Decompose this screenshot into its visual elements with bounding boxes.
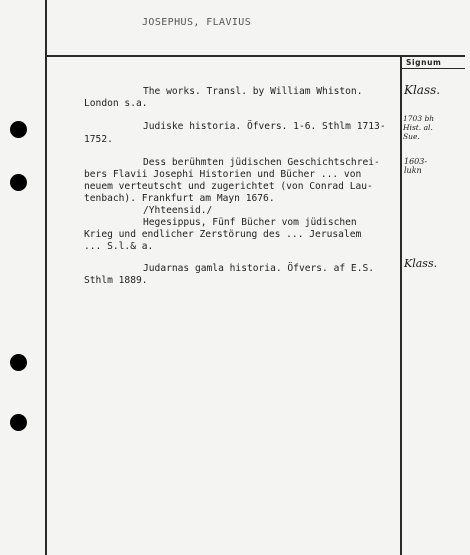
entry-4-line-2: Sthlm 1889. [84, 275, 148, 286]
signum-note-4: Klass. [404, 257, 438, 270]
card-heading: JOSEPHUS, FLAVIUS [142, 17, 252, 28]
punch-hole [10, 121, 27, 138]
entry-3-line-8: ... S.l.& a. [84, 241, 154, 252]
signum-note-3: 1603- lukn [404, 157, 428, 175]
entry-4-line-1: Judarnas gamla historia. Öfvers. af E.S. [143, 263, 375, 274]
signum-label: Signum [406, 58, 442, 67]
entry-3-line-2: bers Flavii Josephi Historien und Bücher ... von [84, 169, 362, 180]
signum-column-rule [400, 56, 402, 555]
punch-hole [10, 174, 27, 191]
entry-3-line-3: neuem verteutscht und zugerichtet (von Conrad Lau- [84, 181, 373, 192]
signum-note-2: 1703 bh Hist. al. Sue. [403, 114, 435, 141]
signum-note-1: Klass. [404, 83, 441, 97]
entry-2-line-2: 1752. [84, 134, 113, 145]
entry-3-line-4: tenbach). Frankfurt am Mayn 1676. [84, 193, 275, 204]
entry-2-line-1: Judiske historia. Öfvers. 1-6. Sthlm 1713- [143, 121, 386, 132]
left-margin-rule [45, 0, 47, 555]
header-rule [45, 55, 465, 57]
entry-3-line-6: Hegesippus, Fünf Bücher vom jüdischen [143, 217, 357, 228]
entry-1-line-2: London s.a. [84, 98, 148, 109]
punch-hole [10, 354, 27, 371]
entry-3-line-1: Dess berühmten jüdischen Geschichtschrei- [143, 157, 380, 168]
punch-hole [10, 414, 27, 431]
signum-header-rule [400, 68, 465, 69]
entry-3-line-7: Krieg und endlicher Zerstörung des ... Jerusalem [84, 229, 362, 240]
entry-3-line-5: /Yhteensid./ [143, 205, 213, 216]
entry-1-line-1: The works. Transl. by William Whiston. [143, 86, 363, 97]
